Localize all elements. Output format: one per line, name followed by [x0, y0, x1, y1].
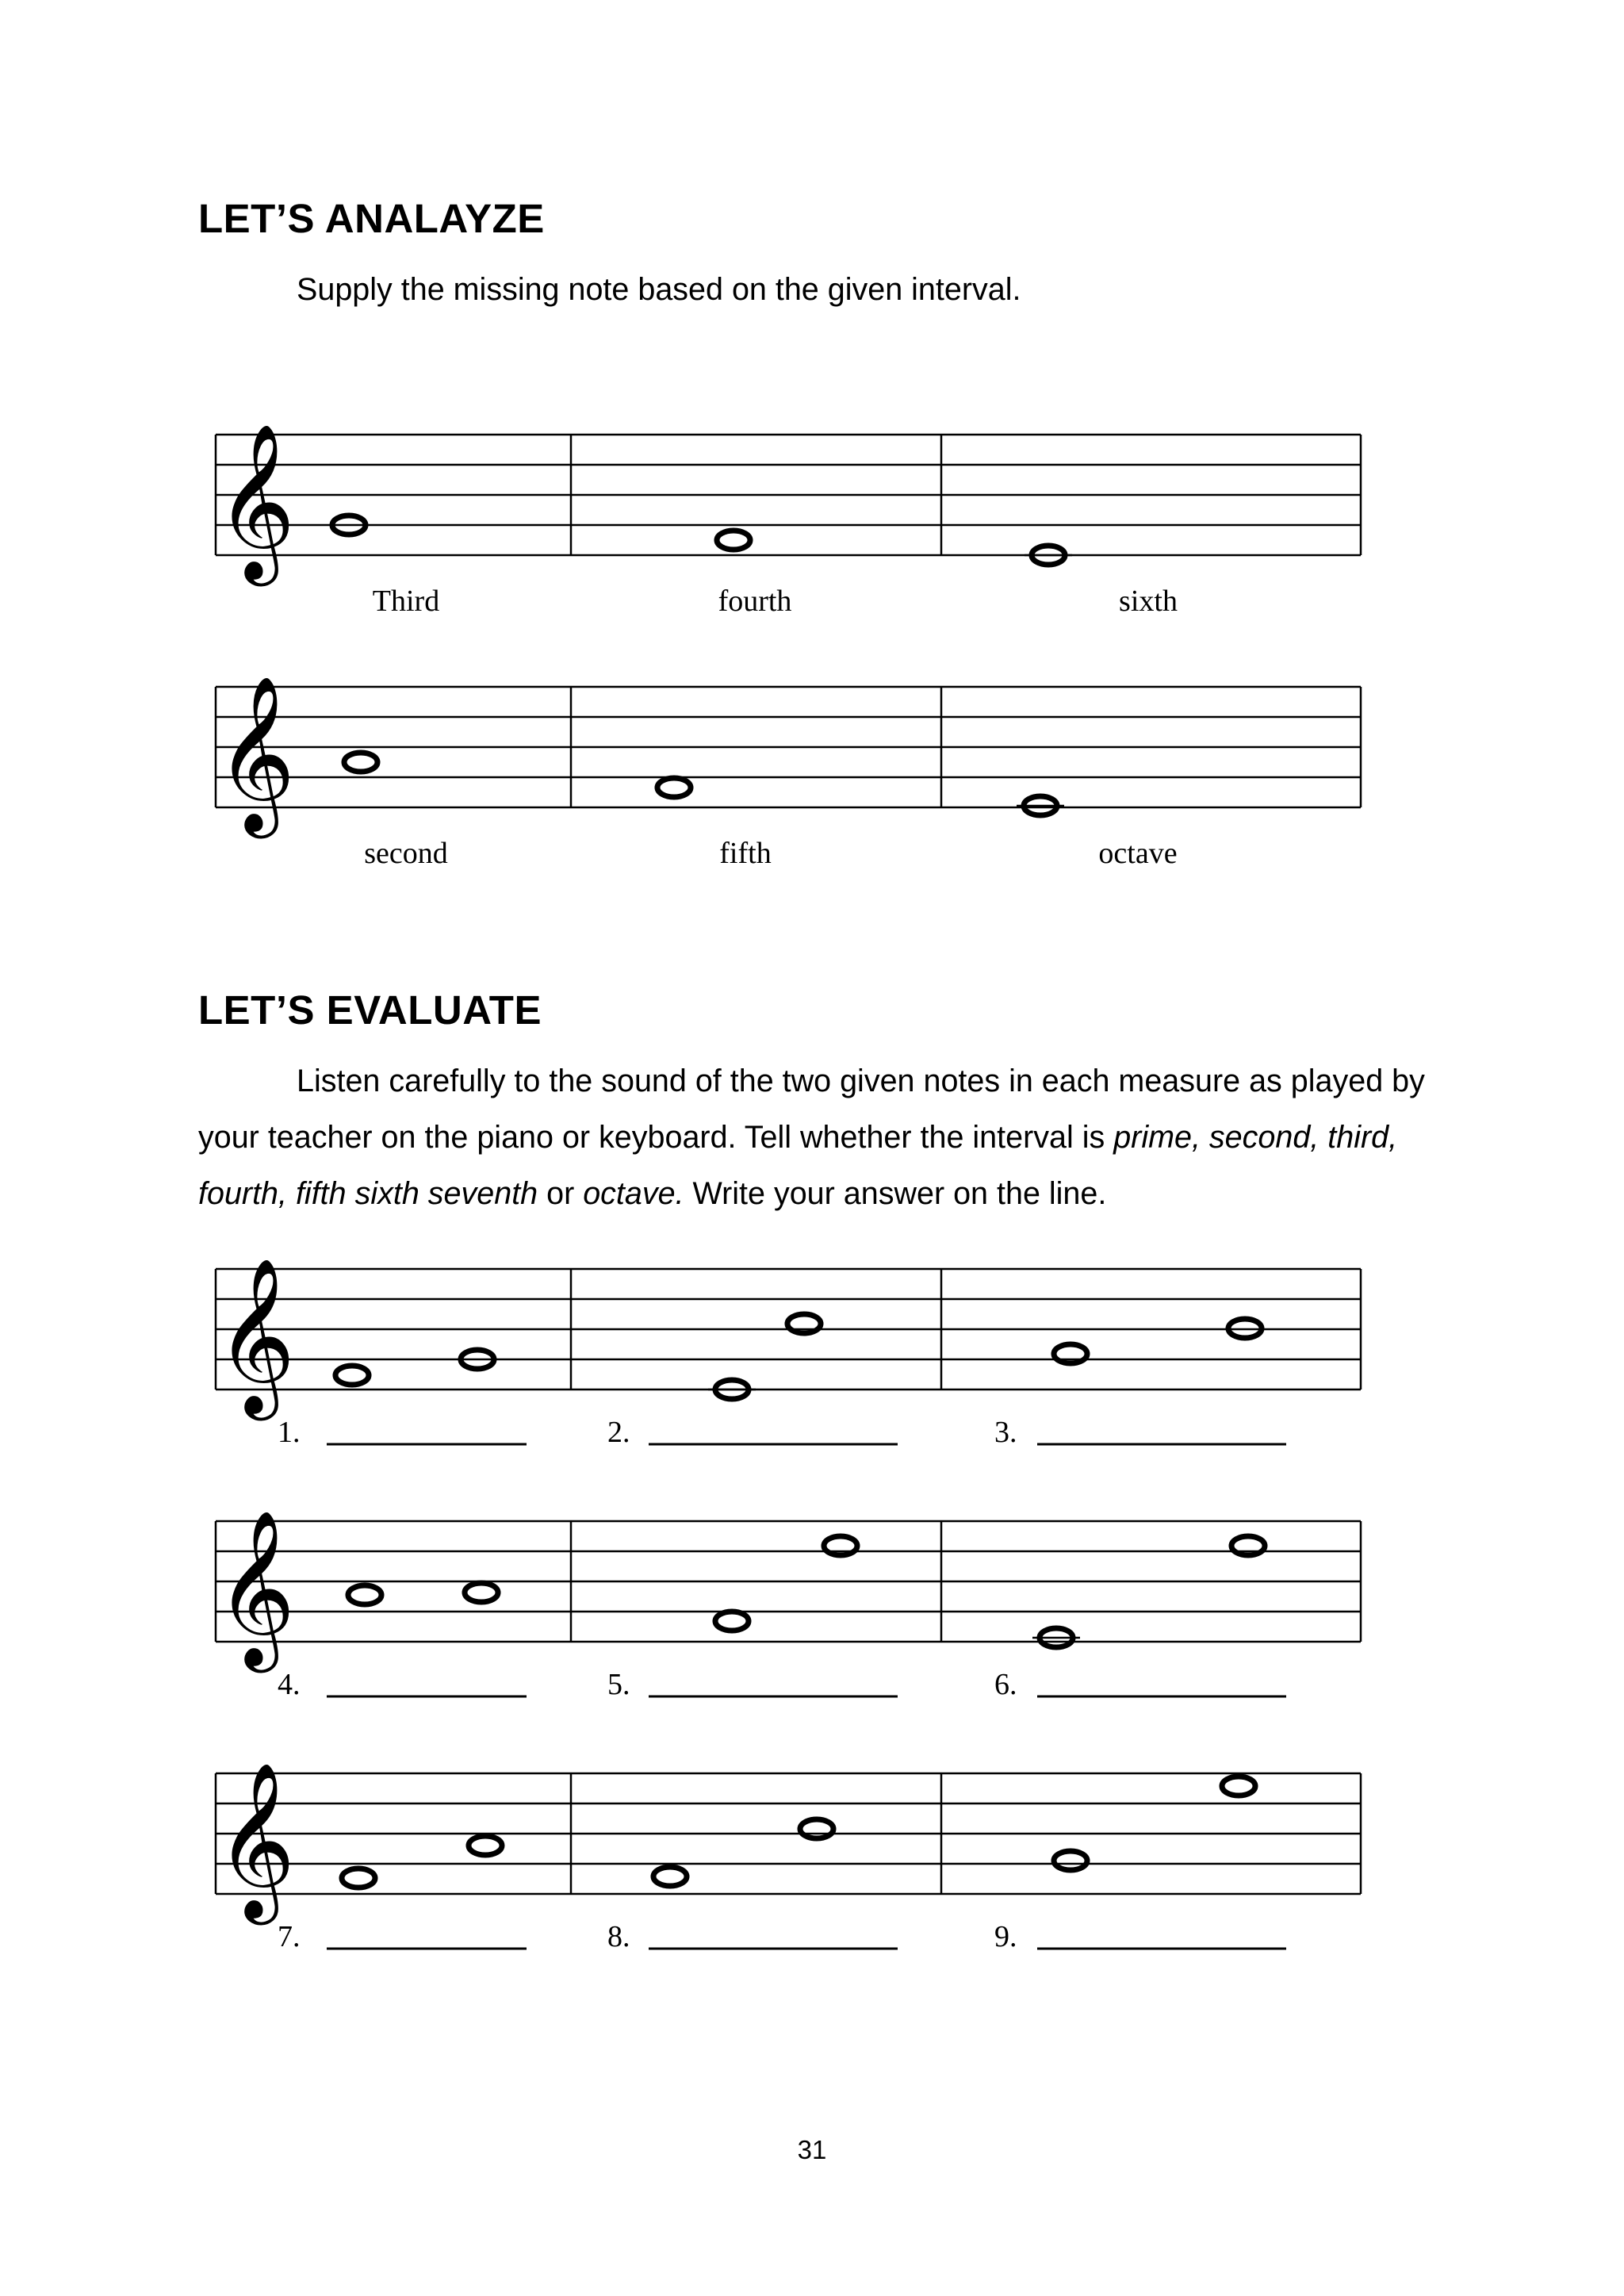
- analyze-staff-1: [0, 428, 1624, 634]
- interval-label: octave: [1098, 837, 1178, 870]
- item-number: 9.: [994, 1920, 1017, 1953]
- whole-note: [653, 1867, 687, 1886]
- whole-note: [335, 1366, 369, 1385]
- item-number: 4.: [278, 1668, 301, 1701]
- whole-note: [1032, 1628, 1080, 1647]
- whole-note: [824, 1536, 857, 1555]
- item-number: 1.: [278, 1416, 301, 1449]
- evaluate-staff-1: [0, 1263, 1624, 1469]
- interval-label: fifth: [719, 837, 772, 870]
- item-number: 3.: [994, 1416, 1017, 1449]
- interval-label: fourth: [718, 585, 792, 618]
- analyze-staff-2: [0, 680, 1624, 887]
- item-number: 8.: [607, 1920, 630, 1953]
- evaluate-staff-3: [0, 1767, 1624, 1973]
- whole-note: [787, 1314, 821, 1333]
- evaluate-staff-2: [0, 1515, 1624, 1721]
- whole-note: [1017, 796, 1064, 815]
- whole-note: [1054, 1851, 1087, 1870]
- whole-note: [1231, 1536, 1265, 1555]
- treble-clef-icon: 𝄞: [216, 1766, 296, 1915]
- whole-note: [342, 1869, 375, 1888]
- whole-note: [1025, 546, 1072, 565]
- evaluate-heading: LET’S EVALUATE: [198, 987, 542, 1033]
- interval-label: second: [364, 837, 448, 870]
- item-number: 5.: [607, 1668, 630, 1701]
- treble-clef-icon: 𝄞: [216, 1514, 296, 1663]
- evaluate-instruction: Listen carefully to the sound of the two given notes in each measure as played by your teacher on the piano or keyboard. Tell whether the interval is prime, second, third, fourth, fifth sixth seventh or octave. Write your answer on the line.: [198, 1064, 1425, 1211]
- treble-clef-icon: 𝄞: [216, 1262, 296, 1411]
- whole-note: [469, 1836, 502, 1855]
- whole-note: [717, 531, 750, 550]
- treble-clef-icon: 𝄞: [216, 680, 296, 829]
- whole-note: [1222, 1777, 1255, 1796]
- whole-note: [465, 1583, 498, 1602]
- analyze-instruction: Supply the missing note based on the given interval.: [297, 272, 1021, 307]
- whole-note: [348, 1585, 381, 1604]
- whole-note: [344, 753, 377, 772]
- analyze-heading: LET’S ANALAYZE: [198, 196, 545, 241]
- item-number: 6.: [994, 1668, 1017, 1701]
- interval-label: sixth: [1119, 585, 1178, 618]
- whole-note: [708, 1380, 756, 1399]
- page-number: 31: [797, 2135, 827, 2164]
- treble-clef-icon: 𝄞: [216, 427, 296, 577]
- whole-note: [800, 1819, 833, 1838]
- item-number: 2.: [607, 1416, 630, 1449]
- whole-note: [715, 1612, 749, 1631]
- interval-label: Third: [372, 585, 440, 618]
- whole-note: [1054, 1344, 1087, 1363]
- whole-note: [657, 778, 691, 797]
- item-number: 7.: [278, 1920, 301, 1953]
